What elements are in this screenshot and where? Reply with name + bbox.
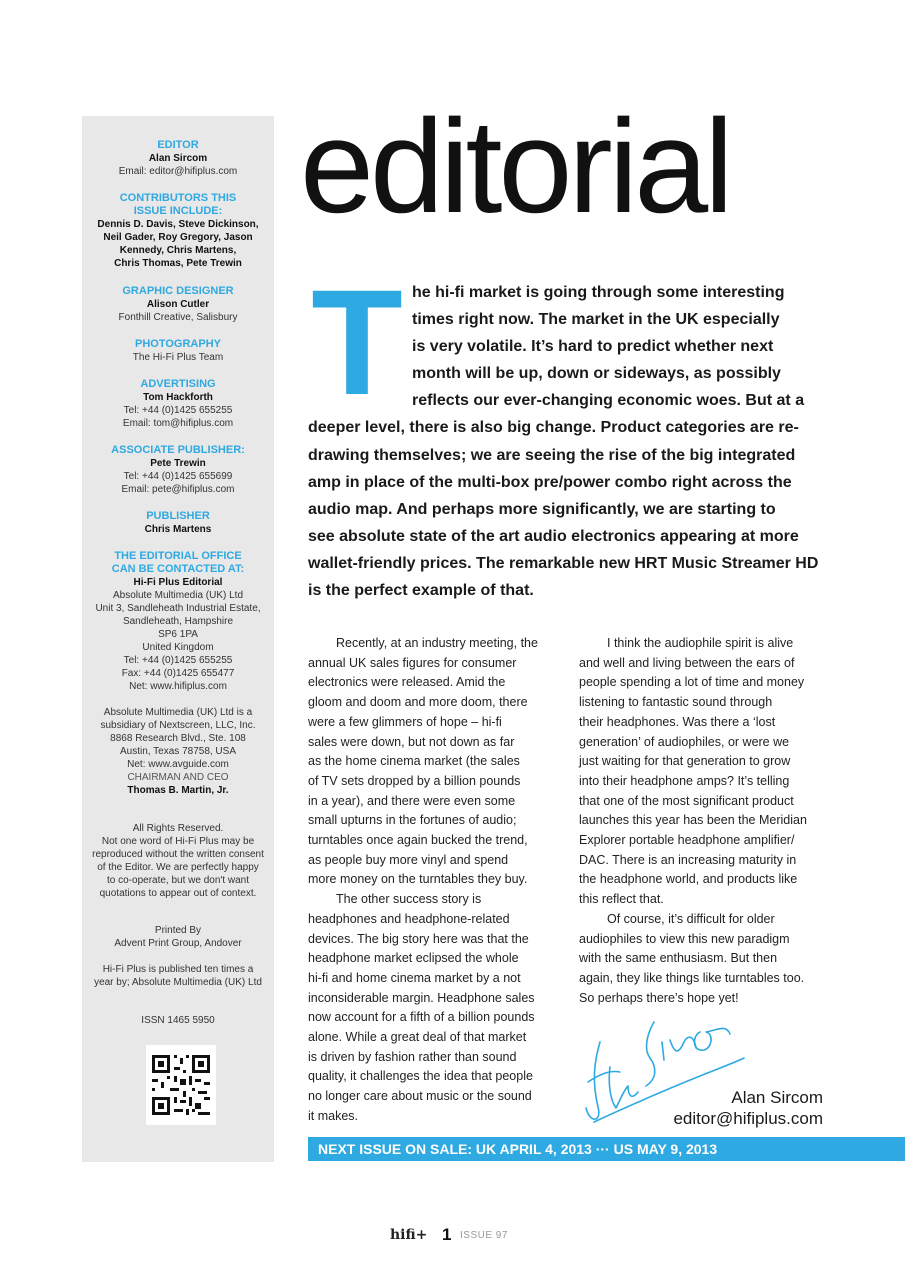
lead-line: times right now. The market in the UK especially xyxy=(412,311,780,329)
body-line: listening to fantastic sound through xyxy=(579,695,773,710)
body-line: just waiting for that generation to grow xyxy=(579,754,791,769)
rights-line: quotations to appear out of context. xyxy=(99,888,257,899)
body-line: into their headphone amps? It’s telling xyxy=(579,773,790,788)
contributors-heading: ISSUE INCLUDE: xyxy=(133,205,223,217)
body-line: So perhaps there’s hope yet! xyxy=(579,990,739,1005)
qr-code-icon xyxy=(146,1045,216,1125)
body-line: more money on the turntables they buy. xyxy=(308,872,528,887)
rights-line: Not one word of Hi-Fi Plus may be xyxy=(101,836,255,847)
body-column-1 xyxy=(308,634,558,1127)
lead-line: see absolute state of the art audio electronics appearing at more xyxy=(308,527,799,545)
contributors-section xyxy=(82,192,274,270)
rights-line: All Rights Reserved. xyxy=(132,823,224,834)
subsidiary-line: Absolute Multimedia (UK) Ltd is a xyxy=(103,707,253,718)
contributors-line: Kennedy, Chris Martens, xyxy=(119,245,237,256)
contributors-line: Neil Gader, Roy Gregory, Jason xyxy=(103,232,253,243)
body-line: that one of the most significant product xyxy=(579,793,794,808)
body-line: devices. The big story here was that the xyxy=(308,931,529,946)
office-heading: CAN BE CONTACTED AT: xyxy=(111,563,245,575)
body-line: small upturns in the fortunes of audio; xyxy=(308,813,517,828)
body-line: their headphones. Was there a ‘lost xyxy=(579,714,776,729)
office-line: Absolute Multimedia (UK) Ltd xyxy=(112,590,244,601)
office-heading: THE EDITORIAL OFFICE xyxy=(114,550,242,562)
lead-line: reflects our ever-changing economic woes. But at a xyxy=(412,392,805,410)
publisher-heading: PUBLISHER xyxy=(146,510,210,522)
printed-section xyxy=(82,924,274,950)
next-issue-banner: NEXT ISSUE ON SALE: UK APRIL 4, 2013 ··· US MAY 9, 2013 xyxy=(308,1137,905,1161)
advertising-heading: ADVERTISING xyxy=(140,378,216,390)
subsidiary-line: Austin, Texas 78758, USA xyxy=(120,746,236,757)
body-line: inconsiderable margin. Headphone sales xyxy=(308,990,535,1005)
body-line: and well and living between the ears of xyxy=(579,655,795,670)
lead-line: month will be up, down or sideways, as possibly xyxy=(412,365,781,383)
office-line: Sandleheath, Hampshire xyxy=(122,616,234,627)
body-line: now account for a fifth of a billion pounds xyxy=(308,1010,535,1025)
office-line: Net: www.hifiplus.com xyxy=(129,681,227,692)
body-line: annual UK sales figures for consumer xyxy=(308,655,517,670)
masthead-sidebar xyxy=(82,116,274,1162)
photography-section xyxy=(82,338,274,364)
magazine-logo: hifi+ xyxy=(390,1227,428,1243)
body-line: quality, it challenges the idea that people xyxy=(308,1069,533,1084)
published-section xyxy=(82,963,274,989)
author-name: Alan Sircom xyxy=(731,1088,823,1107)
author-email: editor@hifiplus.com xyxy=(673,1109,823,1128)
body-line: people spending a lot of time and money xyxy=(579,675,805,690)
lead-line: deeper level, there is also big change. Product categories are re- xyxy=(308,419,799,437)
page-title: editorial xyxy=(300,93,730,241)
body-line: were a few glimmers of hope – hi-fi xyxy=(308,714,502,729)
editor-email: Email: editor@hifiplus.com xyxy=(118,166,238,177)
office-line: United Kingdom xyxy=(142,642,214,653)
designer-company: Fonthill Creative, Salisbury xyxy=(118,312,238,323)
body-line: The other success story is xyxy=(336,892,482,907)
associate-name: Pete Trewin xyxy=(150,458,206,469)
subsidiary-line: Net: www.avguide.com xyxy=(127,759,229,770)
lead-line: is the perfect example of that. xyxy=(308,582,534,600)
body-line: Of course, it’s difficult for older xyxy=(607,911,775,926)
body-line: Explorer portable headphone amplifier/ xyxy=(579,833,795,848)
printed-line: Advent Print Group, Andover xyxy=(114,938,242,949)
lead-line: he hi-fi market is going through some interesting xyxy=(412,284,785,301)
rights-line: of the Editor. We are perfectly happy xyxy=(97,862,259,873)
designer-heading: GRAPHIC DESIGNER xyxy=(122,285,234,297)
publisher-section xyxy=(82,510,274,536)
body-line: this reflect that. xyxy=(579,892,664,907)
body-line: audiophiles to view this new paradigm xyxy=(579,931,790,946)
body-line: launches this year has been the Meridian xyxy=(579,813,807,828)
body-line: hi-fi and home cinema market by a not xyxy=(308,970,521,985)
advertising-tel: Tel: +44 (0)1425 655255 xyxy=(123,405,233,416)
body-line: Recently, at an industry meeting, the xyxy=(336,636,538,650)
body-line: DAC. There is an increasing maturity in xyxy=(579,852,797,867)
contributors-heading: CONTRIBUTORS THIS xyxy=(119,192,237,204)
body-line: gloom and doom and more doom, there xyxy=(308,695,528,710)
drop-cap-letter: T xyxy=(312,283,402,395)
associate-heading: ASSOCIATE PUBLISHER: xyxy=(111,444,245,456)
lead-line: wallet-friendly prices. The remarkable new HRT Music Streamer HD xyxy=(308,554,819,572)
editor-name: Alan Sircom xyxy=(148,153,208,164)
body-line: sales were down, but not down as far xyxy=(308,734,515,749)
associate-section xyxy=(82,444,274,496)
body-line: is driven by fashion rather than sound xyxy=(308,1049,517,1064)
designer-name: Alison Cutler xyxy=(146,299,210,310)
body-line: as people buy more vinyl and spend xyxy=(308,852,509,867)
chairman-name: Thomas B. Martin, Jr. xyxy=(127,785,229,796)
lead-line: drawing themselves; we are seeing the rise of the big integrated xyxy=(308,446,796,464)
associate-email: Email: pete@hifiplus.com xyxy=(121,484,235,495)
chairman-label: CHAIRMAN AND CEO xyxy=(127,772,229,783)
body-line: turntables once again bucked the trend, xyxy=(308,833,528,848)
body-line: as the home cinema market (the sales xyxy=(308,754,520,769)
rights-line: reproduced without the written consent xyxy=(92,849,264,860)
subsidiary-section xyxy=(82,706,274,797)
publisher-name: Chris Martens xyxy=(144,524,212,535)
contributors-line: Dennis D. Davis, Steve Dickinson, xyxy=(97,219,259,230)
body-line: with the same enthusiasm. But then xyxy=(579,951,778,966)
body-line: electronics were released. Amid the xyxy=(308,675,506,690)
body-line: I think the audiophile spirit is alive xyxy=(607,636,794,650)
office-section xyxy=(82,550,274,693)
lead-line: audio map. And perhaps more significantly, we are starting to xyxy=(308,500,776,518)
rights-line: to co-operate, but we don't want xyxy=(107,875,249,886)
subsidiary-line: subsidiary of Nextscreen, LLC, Inc. xyxy=(100,720,256,731)
published-line: year by; Absolute Multimedia (UK) Ltd xyxy=(94,977,262,988)
contributors-line: Chris Thomas, Pete Trewin xyxy=(114,258,242,269)
advertising-email: Email: tom@hifiplus.com xyxy=(122,418,234,429)
body-line: of TV sets dropped by a billion pounds xyxy=(308,773,521,788)
published-line: Hi-Fi Plus is published ten times a xyxy=(102,964,254,975)
subsidiary-line: 8868 Research Blvd., Ste. 108 xyxy=(110,733,246,744)
page-number: 1 xyxy=(442,1225,452,1244)
lead-line: is very volatile. It’s hard to predict whether next xyxy=(412,338,774,356)
advertising-name: Tom Hackforth xyxy=(143,392,213,403)
lead-line: amp in place of the multi-box pre/power combo right across the xyxy=(308,473,792,491)
printed-line: Printed By xyxy=(154,925,202,936)
body-line: no longer care about music or the sound xyxy=(308,1089,532,1104)
designer-section xyxy=(82,285,274,324)
body-line: generation’ of audiophiles, or were we xyxy=(579,734,790,749)
office-line: SP6 1PA xyxy=(158,629,198,640)
body-column-2 xyxy=(579,634,829,1008)
office-line: Fax: +44 (0)1425 655477 xyxy=(121,668,235,679)
editor-heading: EDITOR xyxy=(157,139,199,151)
body-line: the headphone world, and products like xyxy=(579,872,798,887)
body-line: headphone market eclipsed the whole xyxy=(308,951,519,966)
office-line: Tel: +44 (0)1425 655255 xyxy=(123,655,233,666)
body-line: it makes. xyxy=(308,1108,359,1123)
issn: ISSN 1465 5950 xyxy=(141,1015,215,1026)
lead-paragraph xyxy=(308,279,828,604)
author-block xyxy=(673,1087,823,1129)
photography-heading: PHOTOGRAPHY xyxy=(135,338,221,350)
associate-tel: Tel: +44 (0)1425 655699 xyxy=(123,471,233,482)
body-line: in a year), and there were even some xyxy=(308,793,516,808)
body-line: again, they like things like turntables too. xyxy=(579,970,805,985)
advertising-section xyxy=(82,378,274,430)
body-line: headphones and headphone-related xyxy=(308,911,510,926)
photography-team: The Hi-Fi Plus Team xyxy=(132,352,224,363)
editor-section xyxy=(82,139,274,178)
rights-section xyxy=(82,822,274,900)
body-line: alone. While a great deal of that market xyxy=(308,1030,527,1045)
issue-number: ISSUE 97 xyxy=(460,1230,508,1241)
office-line: Unit 3, Sandleheath Industrial Estate, xyxy=(95,603,261,614)
office-name: Hi-Fi Plus Editorial xyxy=(133,577,223,588)
